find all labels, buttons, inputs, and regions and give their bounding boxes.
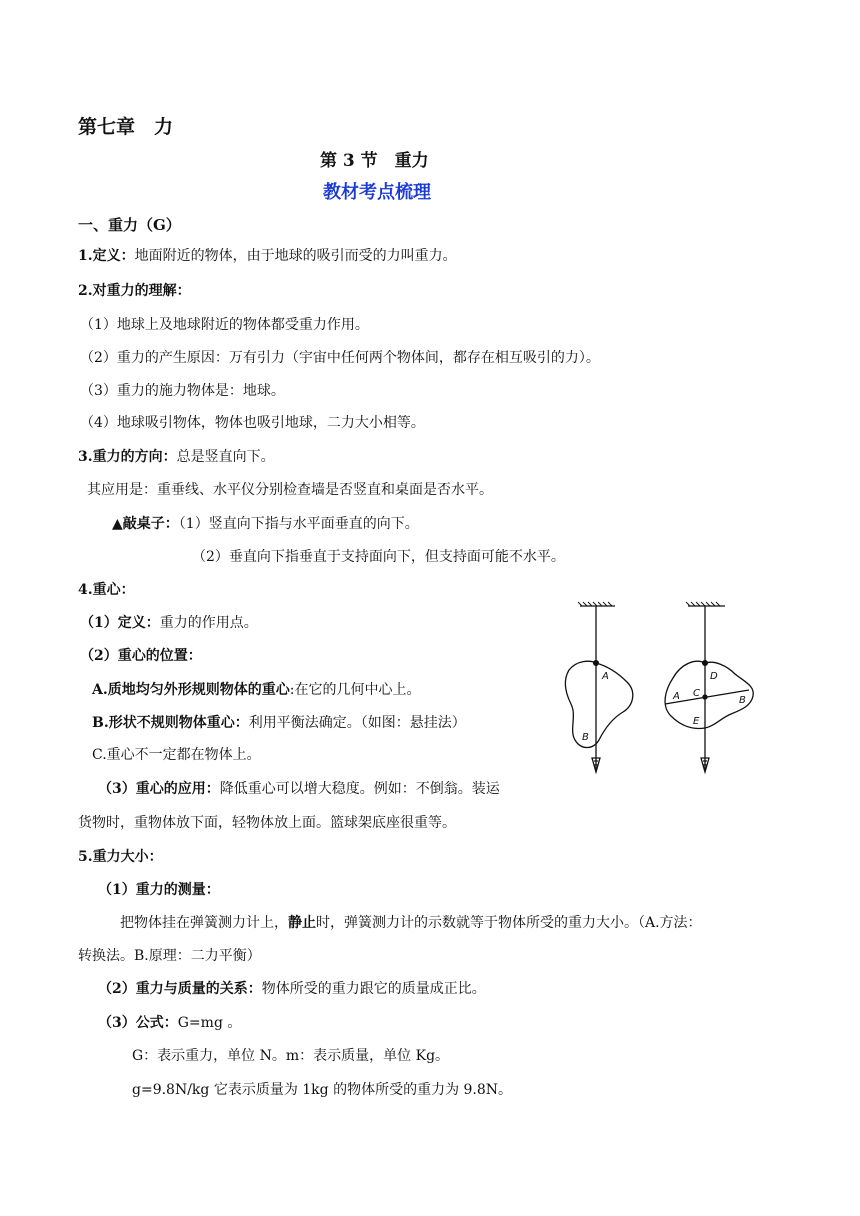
understanding-item-2: （2）重力的产生原因：万有引力（宇宙中任何两个物体间，都存在相互吸引的力）。 xyxy=(80,350,600,366)
section-title: 第 3 节 重力 xyxy=(320,151,429,171)
banner-title: 教材考点梳理 xyxy=(323,182,431,203)
cg-definition-label: （1）定义： xyxy=(80,615,160,631)
definition-text: 地面附近的物体，由于地球的吸引而受的力叫重力。 xyxy=(134,248,457,264)
cg-position-c: C.重心不一定都在物体上。 xyxy=(92,747,261,763)
knock-label: ▲敲桌子： xyxy=(112,516,179,532)
part-heading: 一、重力（G） xyxy=(78,216,181,234)
right-label-e: E xyxy=(693,716,700,727)
measurement-text-a: 把物体挂在弹簧测力计上， xyxy=(120,915,288,931)
formula-text: G=mg 。 xyxy=(177,1015,242,1031)
cg-application-line xyxy=(98,780,500,798)
suspension-figure xyxy=(555,600,775,790)
knock-line-2: （2）垂直向下指垂直于支持面向下，但支持面可能不水平。 xyxy=(192,549,565,565)
understanding-heading: 2.对重力的理解： xyxy=(78,283,191,299)
formula-line xyxy=(98,1014,241,1032)
left-label-a: A xyxy=(602,671,609,682)
right-label-d: D xyxy=(710,671,718,682)
left-suspension xyxy=(565,602,632,772)
gravity-size-heading: 5.重力大小： xyxy=(78,849,163,865)
measurement-text-cont: 转换法。B.原理：二力平衡） xyxy=(78,948,261,964)
direction-text: 总是竖直向下。 xyxy=(176,449,275,465)
direction-label: 3.重力的方向： xyxy=(78,449,177,465)
cg-position-heading: （2）重心的位置： xyxy=(80,648,202,664)
measurement-text-c: 时，弹簧测力计的示数就等于物体所受的重力大小。（A.方法： xyxy=(316,915,702,931)
cg-position-a xyxy=(92,681,420,699)
application-line: 其应用是：重垂线、水平仪分别检查墙是否竖直和桌面是否水平。 xyxy=(87,482,493,498)
knock-text-1: （1）竖直向下指与水平面垂直的向下。 xyxy=(178,516,419,532)
cg-position-a-label: A.质地均匀外形规则物体的重心 xyxy=(92,682,290,698)
relation-label: （2）重力与质量的关系： xyxy=(98,981,262,997)
cg-application-cont: 货物时，重物体放下面，轻物体放上面。篮球架底座很重等。 xyxy=(78,815,456,831)
cg-definition-text: 重力的作用点。 xyxy=(159,615,258,631)
definition-label: 1.定义： xyxy=(78,248,135,264)
center-of-gravity-heading: 4.重心： xyxy=(78,582,135,598)
measurement-text-line xyxy=(120,914,702,932)
cg-definition-line xyxy=(80,614,258,632)
g-description: g=9.8N/kg 它表示质量为 1kg 的物体所受的重力为 9.8N。 xyxy=(132,1082,513,1098)
cg-application-text: 降低重心可以增大稳度。例如：不倒翁。装运 xyxy=(219,781,500,797)
definition-line xyxy=(78,247,457,265)
relation-text: 物体所受的重力跟它的质量成正比。 xyxy=(261,981,486,997)
understanding-item-1: （1）地球上及地球附近的物体都受重力作用。 xyxy=(80,317,369,333)
chapter-title: 第七章 力 xyxy=(78,116,174,138)
formula-label: （3）公式： xyxy=(98,1015,178,1031)
cg-application-label: （3）重心的应用： xyxy=(98,781,220,797)
relation-line xyxy=(98,980,486,998)
measurement-heading: （1）重力的测量： xyxy=(98,882,220,898)
understanding-item-3: （3）重力的施力物体是：地球。 xyxy=(80,383,285,399)
measurement-static: 静止 xyxy=(288,915,316,931)
cg-position-b-label: B.形状不规则物体重心： xyxy=(92,715,249,731)
cg-position-a-text: :在它的几何中心上。 xyxy=(289,682,421,698)
left-plate xyxy=(565,661,632,747)
right-suspension xyxy=(665,602,753,772)
direction-line xyxy=(78,448,275,466)
cg-position-b xyxy=(92,714,466,732)
right-label-a: A xyxy=(673,691,680,702)
cg-position-b-text: 利用平衡法确定。（如图：悬挂法） xyxy=(248,715,466,731)
understanding-item-4: （4）地球吸引物体，物体也吸引地球，二力大小相等。 xyxy=(80,415,425,431)
knock-line-1 xyxy=(112,515,419,533)
formula-description: G：表示重力，单位 N。m：表示质量，单位 Kg。 xyxy=(132,1048,450,1064)
left-label-b: B xyxy=(582,732,589,743)
right-label-c: C xyxy=(693,688,700,699)
right-label-b: B xyxy=(739,695,746,706)
